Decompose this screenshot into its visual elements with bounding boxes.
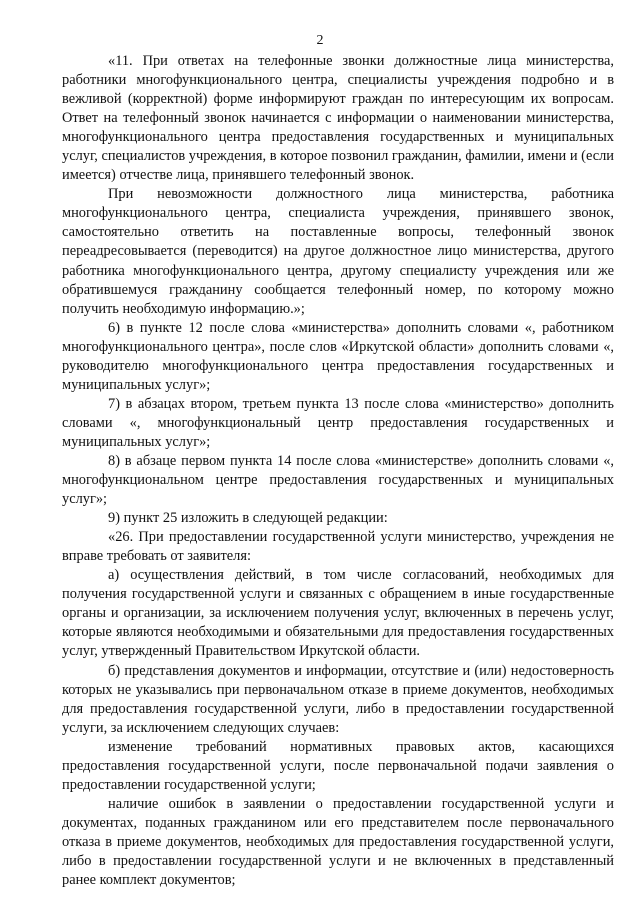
paragraph-exception-requirements: изменение требований нормативных правовых актов, касающихся предоставления государственной услуги, после первоначальной подачи заявления о предоставлении государственной услуги; (62, 738, 614, 793)
document-body (62, 52, 614, 890)
paragraph-subitem-a: а) осуществления действий, в том числе согласований, необходимых для получения государственной услуги и связанных с обращением в иные государственные органы и организации, за исключением получения услуг, включенных в перечень услуг, которые являются необходимыми и обязательными для предоставления государственных услуг, утвержденный Правительством Иркутской области. (62, 567, 614, 660)
paragraph-subitem-b: б) представления документов и информации, отсутствие и (или) недостоверность которых не указывались при первоначальном отказе в приеме документов, необходимых для предоставления государственной услуги, либо в предоставлении государственной услуги, за исключением следующих случаев: (62, 662, 614, 736)
page-number: 2 (316, 33, 324, 48)
paragraph-call-redirect: При невозможности должностного лица министерства, работника многофункционального центра, специалиста учреждения, принявшего звонок, самостоятельно ответить на поставленные вопросы, телефонный звонок переадресовывается (переводится) на другое должностное лицо министерства, другого работника многофункционального центра, другому специалисту учреждения или же обратившемуся гражданину сообщается телефонный номер, по которому можно получить необходимую информацию.»; (62, 186, 614, 317)
paragraph-amendment-9: 9) пункт 25 изложить в следующей редакции: (108, 510, 388, 527)
paragraph-amendment-6: 6) в пункте 12 после слова «министерства» дополнить словами «, работником многофункционального центра», после слов «Иркутской области» дополнить словами «, руководителю многофункционального центра предоставления государственных и муниципальных услуг»; (62, 319, 614, 393)
paragraph-amendment-7: 7) в абзацах втором, третьем пункта 13 после слова «министерство» дополнить словами «, многофункциональный центр предоставления государственных и муниципальных услуг»; (62, 395, 614, 450)
paragraph-exception-errors: наличие ошибок в заявлении о предоставлении государственной услуги и документах, поданных гражданином или его представителем после первоначального отказа в приеме документов, необходимых для предоставления государственной услуги, либо в предоставлении государственной услуги и не включенных в представленный ранее комплект документов; (62, 795, 614, 889)
paragraph-amendment-8: 8) в абзаце первом пункта 14 после слова «министерстве» дополнить словами «, многофункциональном центре предоставления государственных и муниципальных услуг»; (62, 452, 614, 508)
paragraph-item-11: «11. При ответах на телефонные звонки должностные лица министерства, работники многофункционального центра, специалисты учреждения подробно и в вежливой (корректной) форме информируют граждан по интересующим их вопросам. Ответ на телефонный звонок начинается с информации о наименовании министерства, многофункционального центра предоставления государственных и муниципальных услуг, специалистов учреждения, в которое позвонил гражданин, фамилии, имени и (если имеется) отчестве лица, принявшего телефонный звонок. (62, 53, 614, 184)
paragraph-item-26: «26. При предоставлении государственной услуги министерство, учреждения не вправе требовать от заявителя: (62, 529, 614, 565)
